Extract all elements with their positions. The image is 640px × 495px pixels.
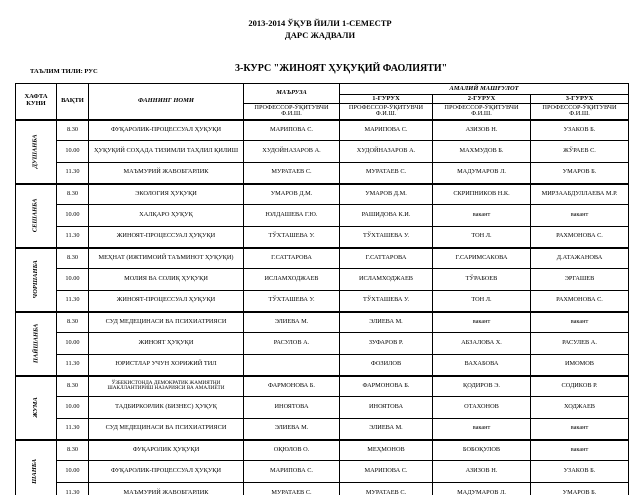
subject-cell: ЖИНОЯТ ҲУҚУҚИ xyxy=(89,333,244,355)
time-cell: 10.00 xyxy=(57,269,89,291)
group1-teacher-cell: МАРИПОВА С. xyxy=(340,120,433,141)
time-cell: 11.30 xyxy=(57,227,89,248)
lecture-teacher-cell: ФАРМОНОВА Б. xyxy=(244,376,340,397)
table-row xyxy=(16,163,629,184)
lecture-teacher-cell: ЮЛДАШЕВА Г.Ю. xyxy=(244,205,340,227)
subject-cell: ЮРИСТЛАР УЧУН ХОРИЖИЙ ТИЛ xyxy=(89,355,244,376)
table-row xyxy=(16,227,629,248)
group1-teacher-cell: ЗУФАРОВ Р. xyxy=(340,333,433,355)
col-practical-header: АМАЛИЙ МАШҒУЛОТ xyxy=(340,84,629,95)
subject-cell: ЖИНОЯТ-ПРОЦЕССУАЛ ҲУҚУҚИ xyxy=(89,227,244,248)
group1-teacher-cell: ЭЛИЕВА М. xyxy=(340,312,433,333)
group3-teacher-cell: РАХМОНОВА С. xyxy=(531,291,629,312)
group3-teacher-cell: вакант xyxy=(531,440,629,461)
group2-teacher-header: ПРОФЕССОР-ЎҚИТУВЧИ Ф.И.Ш. xyxy=(433,104,531,120)
table-row xyxy=(16,312,629,333)
group2-teacher-cell: МАДУМАРОВ Л. xyxy=(433,483,531,495)
schedule-body xyxy=(16,84,629,495)
group2-teacher-cell: ТОН Л. xyxy=(433,227,531,248)
lecture-teacher-cell: ХУДОЙНАЗАРОВ А. xyxy=(244,141,340,163)
subject-cell: ЭКОЛОГИЯ ҲУҚУҚИ xyxy=(89,184,244,205)
table-row xyxy=(16,184,629,205)
group2-teacher-cell: МАХМУДОВ Б. xyxy=(433,141,531,163)
group2-teacher-cell: ОТАХОНОВ xyxy=(433,397,531,419)
group1-teacher-header: ПРОФЕССОР-ЎҚИТУВЧИ Ф.И.Ш. xyxy=(340,104,433,120)
group1-teacher-cell: ТЎХТАШЕВА У. xyxy=(340,291,433,312)
group1-teacher-cell: МАРИПОВА С. xyxy=(340,461,433,483)
group1-teacher-cell: ТЎХТАШЕВА У. xyxy=(340,227,433,248)
day-name: ЖУМА xyxy=(31,397,39,418)
document-title: 2013-2014 ЎҚУВ ЙИЛИ 1-СЕМЕСТР xyxy=(248,18,392,28)
subject-cell: МАЪМУРИЙ ЖАВОБГАРЛИК xyxy=(89,163,244,184)
time-cell: 8.30 xyxy=(57,440,89,461)
group3-teacher-cell: ИМОМОВ xyxy=(531,355,629,376)
group3-teacher-cell: МИРЗААБДУЛЛАЕВА М.Р. xyxy=(531,184,629,205)
group1-teacher-cell: ФАРМОНОВА Б. xyxy=(340,376,433,397)
lecture-teacher-cell: РАСУЛОВ А. xyxy=(244,333,340,355)
lecture-teacher-cell: МАРИПОВА С. xyxy=(244,120,340,141)
subject-cell: ФУҚАРОЛИК-ПРОЦЕССУАЛ ҲУҚУҚИ xyxy=(89,120,244,141)
lecture-teacher-cell: МУРАТАЕВ С. xyxy=(244,483,340,495)
header-row-1 xyxy=(16,84,629,95)
time-cell: 8.30 xyxy=(57,120,89,141)
subject-cell: ЎЗБЕКИСТОНДА ДЕМОКРАТИК ЖАМИЯТНИ ШАКЛЛАНТИРИШ НАЗАРИЯСИ ВА АМАЛИЁТИ xyxy=(89,376,244,397)
group3-teacher-header: ПРОФЕССОР-ЎҚИТУВЧИ Ф.И.Ш. xyxy=(531,104,629,120)
lecture-teacher-cell: ИНОЯТОВА xyxy=(244,397,340,419)
subject-cell: МЕҲНАТ (ИЖТИМОИЙ ТАЪМИНОТ ҲУҚУҚИ) xyxy=(89,248,244,269)
lecture-teacher-cell: ТЎХТАШЕВА У. xyxy=(244,291,340,312)
day-name-cell xyxy=(16,376,57,440)
document-subtitle: ДАРС ЖАДВАЛИ xyxy=(284,30,356,40)
subject-cell: ФУҚАРОЛИК-ПРОЦЕССУАЛ ҲУҚУҚИ xyxy=(89,461,244,483)
day-name-cell xyxy=(16,120,57,184)
subject-cell: СУД МЕДЕЦИНАСИ ВА ПСИХИАТРИЯСИ xyxy=(89,419,244,440)
day-name-cell xyxy=(16,312,57,376)
table-row xyxy=(16,141,629,163)
course-title: 3-КУРС "ЖИНОЯТ ҲУҚУҚИЙ ФАОЛИЯТИ" xyxy=(235,63,448,74)
col-subject-header: ФАННИНГ НОМИ xyxy=(89,84,244,120)
lecture-teacher-header: ПРОФЕССОР-ЎҚИТУВЧИ Ф.И.Ш. xyxy=(244,104,340,120)
time-cell: 8.30 xyxy=(57,248,89,269)
schedule-table xyxy=(15,83,629,495)
group1-teacher-cell: ЭЛИЕВА М. xyxy=(340,419,433,440)
group1-teacher-cell: МУРАТАЕВ С. xyxy=(340,483,433,495)
lecture-teacher-cell: УМАРОВ Д.М. xyxy=(244,184,340,205)
group3-teacher-cell: Д.АТАЖАНОВА xyxy=(531,248,629,269)
subject-cell: ЖИНОЯТ-ПРОЦЕССУАЛ ҲУҚУҚИ xyxy=(89,291,244,312)
lecture-teacher-cell: ЭЛИЕВА М. xyxy=(244,312,340,333)
group2-teacher-cell: вакант xyxy=(433,419,531,440)
group2-teacher-cell: СКРИПНИКОВ Н.К. xyxy=(433,184,531,205)
group1-teacher-cell: РАШИДОВА К.И. xyxy=(340,205,433,227)
group3-teacher-cell: вакант xyxy=(531,419,629,440)
table-row xyxy=(16,355,629,376)
group3-teacher-cell: РАСУЛЕВ А. xyxy=(531,333,629,355)
col-group2-header: 2-ГУРУХ xyxy=(433,95,531,104)
group2-teacher-cell: Г.САРИМСАКОВА xyxy=(433,248,531,269)
lecture-teacher-cell: ЭЛИЕВА М. xyxy=(244,419,340,440)
group3-teacher-cell: РАХМОНОВА С. xyxy=(531,227,629,248)
table-row xyxy=(16,205,629,227)
group1-teacher-cell: МЕҲМОНОВ xyxy=(340,440,433,461)
time-cell: 10.00 xyxy=(57,333,89,355)
group2-teacher-cell: ҚОДИРОВ Э. xyxy=(433,376,531,397)
table-row xyxy=(16,291,629,312)
group3-teacher-cell: УМАРОВ Б. xyxy=(531,163,629,184)
time-cell: 10.00 xyxy=(57,205,89,227)
time-cell: 11.30 xyxy=(57,291,89,312)
time-cell: 11.30 xyxy=(57,483,89,495)
time-cell: 10.00 xyxy=(57,461,89,483)
language-label: ТАЪЛИМ ТИЛИ: РУС xyxy=(30,68,98,75)
table-row xyxy=(16,483,629,495)
group2-teacher-cell: МАДУМАРОВ Л. xyxy=(433,163,531,184)
group3-teacher-cell: ЭРГАШЕВ xyxy=(531,269,629,291)
table-row xyxy=(16,120,629,141)
group2-teacher-cell: БОБОҚУЛОВ xyxy=(433,440,531,461)
lecture-teacher-cell: ОҚЮЛОВ О. xyxy=(244,440,340,461)
group2-teacher-cell: АЗИЗОВ Н. xyxy=(433,120,531,141)
group3-teacher-cell: УЗАКОВ Б. xyxy=(531,120,629,141)
day-name: ДУШАНБА xyxy=(31,134,39,169)
group2-teacher-cell: АБЗАЛОВА Х. xyxy=(433,333,531,355)
group1-teacher-cell: Г.САТТАРОВА xyxy=(340,248,433,269)
time-cell: 11.30 xyxy=(57,163,89,184)
day-name-cell xyxy=(16,440,57,495)
group3-teacher-cell: УМАРОВ Б. xyxy=(531,483,629,495)
group2-teacher-cell: ТОН Л. xyxy=(433,291,531,312)
lecture-teacher-cell xyxy=(244,355,340,376)
day-name: ЧОРШАНБА xyxy=(31,260,39,299)
lecture-teacher-cell: ТЎХТАШЕВА У. xyxy=(244,227,340,248)
group1-teacher-cell: ХУДОЙНАЗАРОВ А. xyxy=(340,141,433,163)
time-cell: 10.00 xyxy=(57,397,89,419)
group2-teacher-cell: ВАХАБОВА xyxy=(433,355,531,376)
table-row xyxy=(16,333,629,355)
lecture-teacher-cell: МУРАТАЕВ С. xyxy=(244,163,340,184)
day-name: ПАЙШАНБА xyxy=(32,323,40,364)
group1-teacher-cell: ИНОЯТОВА xyxy=(340,397,433,419)
table-row xyxy=(16,376,629,397)
group2-teacher-cell: вакант xyxy=(433,205,531,227)
group3-teacher-cell: ХОДЖАЕВ xyxy=(531,397,629,419)
subject-cell: ТАДБИРКОРЛИК (БИЗНЕС) ҲУҚУҚ xyxy=(89,397,244,419)
time-cell: 10.00 xyxy=(57,141,89,163)
day-name: СЕШАНБА xyxy=(31,198,39,233)
col-lecture-header: МАЪРУЗА xyxy=(244,84,340,104)
time-cell: 8.30 xyxy=(57,184,89,205)
group2-teacher-cell: АЗИЗОВ Н. xyxy=(433,461,531,483)
subject-cell: ХАЛҚАРО ҲУҚУҚ xyxy=(89,205,244,227)
col-group3-header: 3-ГУРУХ xyxy=(531,95,629,104)
lecture-teacher-cell: Г.САТТАРОВА xyxy=(244,248,340,269)
subject-cell: МОЛИЯ ВА СОЛИҚ ҲУҚУҚИ xyxy=(89,269,244,291)
subject-cell: СУД МЕДЕЦИНАСИ ВА ПСИХИАТРИЯСИ xyxy=(89,312,244,333)
group1-teacher-cell: ФОЗИЛОВ xyxy=(340,355,433,376)
subject-cell: ФУҚАРОЛИК ҲУҚУҚИ xyxy=(89,440,244,461)
table-row xyxy=(16,397,629,419)
col-day-header: ХАФТА КУНИ xyxy=(16,84,57,120)
lecture-teacher-cell: ИСЛАМХОДЖАЕВ xyxy=(244,269,340,291)
time-cell: 8.30 xyxy=(57,312,89,333)
group1-teacher-cell: ИСЛАМХОДЖАЕВ xyxy=(340,269,433,291)
lecture-teacher-cell: МАРИПОВА С. xyxy=(244,461,340,483)
time-cell: 11.30 xyxy=(57,419,89,440)
group3-teacher-cell: УЗАКОВ Б. xyxy=(531,461,629,483)
group3-teacher-cell: вакант xyxy=(531,205,629,227)
time-cell: 8.30 xyxy=(57,376,89,397)
subject-cell: МАЪМУРИЙ ЖАВОБГАРЛИК xyxy=(89,483,244,495)
subject-cell: ҲУҚУҚИЙ СОҲАДА ТИЗИМЛИ ТАҲЛИЛ ҚИЛИШ xyxy=(89,141,244,163)
table-row xyxy=(16,440,629,461)
col-time-header: ВАҚТИ xyxy=(57,84,89,120)
day-name: ШАНБА xyxy=(31,459,39,485)
table-row xyxy=(16,419,629,440)
col-group1-header: 1-ГУРУХ xyxy=(340,95,433,104)
group3-teacher-cell: ЖЎРАЕВ С. xyxy=(531,141,629,163)
time-cell: 11.30 xyxy=(57,355,89,376)
table-row xyxy=(16,269,629,291)
day-name-cell xyxy=(16,248,57,312)
group2-teacher-cell: ТЎРАБОЕВ xyxy=(433,269,531,291)
group2-teacher-cell: вакант xyxy=(433,312,531,333)
table-row xyxy=(16,248,629,269)
group3-teacher-cell: вакант xyxy=(531,312,629,333)
group1-teacher-cell: МУРАТАЕВ С. xyxy=(340,163,433,184)
day-name-cell xyxy=(16,184,57,248)
table-row xyxy=(16,461,629,483)
group1-teacher-cell: УМАРОВ Д.М. xyxy=(340,184,433,205)
group3-teacher-cell: СОДИКОВ Р. xyxy=(531,376,629,397)
